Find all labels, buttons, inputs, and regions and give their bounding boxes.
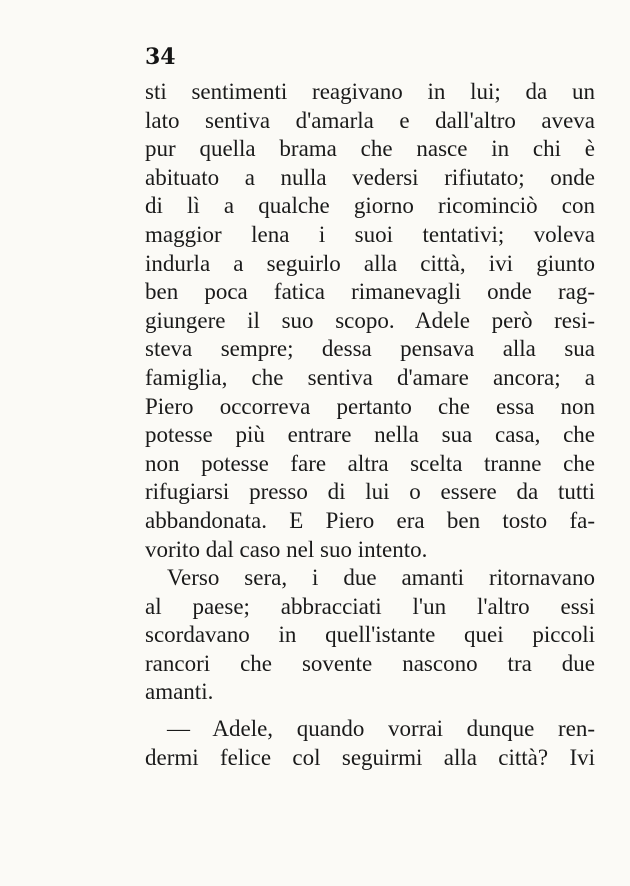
- text-line: rifugiarsi presso di lui o essere da tutti: [145, 479, 595, 505]
- text-line: Verso sera, i due amanti ritornavano: [167, 565, 595, 591]
- text-line: vorito dal caso nel suo intento.: [145, 536, 428, 562]
- text-line: steva sempre; dessa pensava alla sua: [145, 336, 595, 362]
- text-line: pur quella brama che nasce in chi è: [145, 136, 595, 162]
- text-line: famiglia, che sentiva d'amare ancora; a: [145, 364, 595, 390]
- text-line: non potesse fare altra scelta tranne che: [145, 450, 595, 476]
- text-line: maggior lena i suoi tentativi; voleva: [145, 221, 595, 247]
- text-line: abbandonata. E Piero era ben tosto fa-: [145, 507, 595, 533]
- text-line: indurla a seguirlo alla città, ivi giunto: [145, 250, 595, 276]
- text-line: al paese; abbracciati l'un l'altro essi: [145, 593, 595, 619]
- body-text: [145, 78, 595, 772]
- text-line: amanti.: [145, 679, 214, 705]
- text-line: giungere il suo scopo. Adele però resi-: [145, 307, 595, 333]
- text-line: potesse più entrare nella sua casa, che: [145, 422, 595, 448]
- text-line: abituato a nulla vedersi rifiutato; onde: [145, 164, 595, 190]
- text-line: lato sentiva d'amarla e dall'altro aveva: [145, 107, 595, 133]
- page-number: 34: [145, 44, 176, 70]
- text-line: di lì a qualche giorno ricominciò con: [145, 193, 595, 219]
- text-line: rancori che sovente nascono tra due: [145, 650, 595, 676]
- text-line: ben poca fatica rimanevagli onde rag-: [145, 279, 595, 305]
- text-line: scordavano in quell'istante quei piccoli: [145, 622, 595, 648]
- text-line: — Adele, quando vorrai dunque ren-: [167, 716, 595, 742]
- text-line: Piero occorreva pertanto che essa non: [145, 393, 595, 419]
- text-line: sti sentimenti reagivano in lui; da un: [145, 79, 595, 104]
- text-line: dermi felice col seguirmi alla città? Ivi: [145, 744, 595, 770]
